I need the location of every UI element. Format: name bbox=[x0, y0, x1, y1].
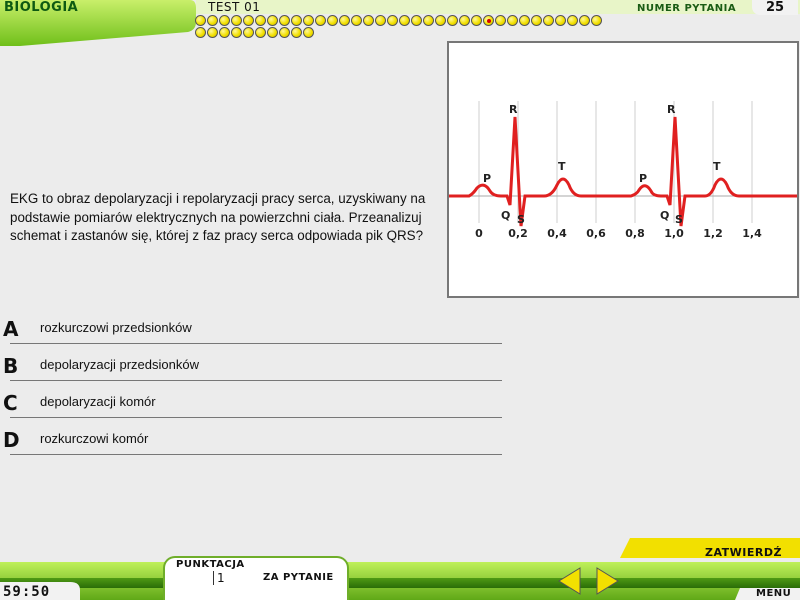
progress-dot[interactable] bbox=[363, 15, 374, 26]
progress-dot[interactable] bbox=[447, 15, 458, 26]
progress-dot[interactable] bbox=[207, 15, 218, 26]
progress-dot[interactable] bbox=[219, 15, 230, 26]
progress-dot[interactable] bbox=[339, 15, 350, 26]
progress-dot[interactable] bbox=[327, 15, 338, 26]
progress-dot[interactable] bbox=[519, 15, 530, 26]
answer-letter-b: B bbox=[3, 354, 19, 378]
score-value: 1 bbox=[213, 571, 225, 585]
ekg-diagram bbox=[449, 43, 797, 296]
bottom-bar-background bbox=[0, 538, 800, 600]
progress-dot[interactable] bbox=[399, 15, 410, 26]
answer-letter-a: A bbox=[3, 317, 19, 341]
wave-label-t1: T bbox=[558, 160, 566, 173]
progress-dot[interactable] bbox=[543, 15, 554, 26]
progress-dot[interactable] bbox=[207, 27, 218, 38]
progress-dot[interactable] bbox=[255, 15, 266, 26]
arrow-left-icon bbox=[556, 566, 582, 596]
answer-text-d: rozkurczowi komór bbox=[40, 431, 149, 446]
wave-label-r2: R bbox=[667, 103, 676, 116]
progress-dot[interactable] bbox=[387, 15, 398, 26]
progress-dot[interactable] bbox=[507, 15, 518, 26]
progress-dot[interactable] bbox=[459, 15, 470, 26]
progress-dot[interactable] bbox=[291, 15, 302, 26]
answer-letter-c: C bbox=[3, 391, 18, 415]
progress-dot[interactable] bbox=[195, 15, 206, 26]
progress-dot[interactable] bbox=[303, 15, 314, 26]
x-tick-label: 0,8 bbox=[625, 227, 645, 240]
answer-text-b: depolaryzacji przedsionków bbox=[40, 357, 199, 372]
answer-text-a: rozkurczowi przedsionków bbox=[40, 320, 192, 335]
x-tick-label: 0,2 bbox=[508, 227, 528, 240]
progress-dot[interactable] bbox=[315, 15, 326, 26]
question-number-label: NUMER PYTANIA bbox=[637, 3, 737, 14]
progress-dot[interactable] bbox=[267, 27, 278, 38]
progress-dot[interactable] bbox=[219, 27, 230, 38]
timer: 59:50 bbox=[3, 584, 51, 600]
wave-label-t2: T bbox=[713, 160, 721, 173]
answer-divider bbox=[10, 454, 502, 455]
x-tick-label: 1,4 bbox=[742, 227, 762, 240]
answer-option-d[interactable] bbox=[0, 424, 505, 461]
wave-label-q2: Q bbox=[660, 209, 670, 222]
x-tick-label: 1,2 bbox=[703, 227, 723, 240]
progress-dot[interactable] bbox=[243, 15, 254, 26]
ekg-figure bbox=[447, 41, 799, 298]
menu-button[interactable]: MENU bbox=[756, 588, 792, 599]
subject-title: BIOLOGIA bbox=[4, 0, 79, 15]
question-text: EKG to obraz depolaryzacji i repolaryzacji pracy serca, uzyskiwany na podstawie pomiarów elektrycznych na powierzchni ciała. Przeanalizuj schemat i zastanów się, której z faz pracy serca odpowiada pik QRS? bbox=[10, 191, 426, 243]
x-tick-label: 0 bbox=[475, 227, 483, 240]
progress-dot[interactable] bbox=[291, 27, 302, 38]
progress-dot[interactable] bbox=[579, 15, 590, 26]
x-tick-label: 1,0 bbox=[664, 227, 684, 240]
test-label: TEST 01 bbox=[208, 0, 261, 14]
answer-option-b[interactable] bbox=[0, 350, 505, 387]
progress-dot[interactable] bbox=[495, 15, 506, 26]
progress-dot[interactable] bbox=[231, 27, 242, 38]
progress-dot[interactable] bbox=[435, 15, 446, 26]
x-tick-label: 0,6 bbox=[586, 227, 606, 240]
wave-label-s2: S bbox=[675, 213, 683, 226]
progress-dot[interactable] bbox=[567, 15, 578, 26]
progress-dot[interactable] bbox=[243, 27, 254, 38]
answer-option-c[interactable] bbox=[0, 387, 505, 424]
wave-label-p1: P bbox=[483, 172, 492, 185]
answer-divider bbox=[10, 343, 502, 344]
progress-dot[interactable] bbox=[351, 15, 362, 26]
progress-dot[interactable] bbox=[195, 27, 206, 38]
progress-dot-current[interactable] bbox=[483, 15, 494, 26]
progress-dot[interactable] bbox=[255, 27, 266, 38]
arrow-right-icon bbox=[595, 566, 621, 596]
score-label: PUNKTACJA bbox=[176, 559, 245, 570]
wave-label-r1: R bbox=[509, 103, 518, 116]
answer-divider bbox=[10, 380, 502, 381]
progress-dot[interactable] bbox=[591, 15, 602, 26]
bottom-bar bbox=[0, 538, 800, 600]
wave-label-s1: S bbox=[517, 213, 525, 226]
progress-dot[interactable] bbox=[411, 15, 422, 26]
progress-dot[interactable] bbox=[267, 15, 278, 26]
progress-dot[interactable] bbox=[471, 15, 482, 26]
score-panel bbox=[163, 556, 349, 600]
previous-question-button[interactable] bbox=[556, 566, 582, 596]
question-number: 25 bbox=[752, 0, 798, 15]
progress-dot[interactable] bbox=[279, 27, 290, 38]
progress-dot[interactable] bbox=[279, 15, 290, 26]
progress-dot[interactable] bbox=[531, 15, 542, 26]
answer-divider bbox=[10, 417, 502, 418]
progress-dot[interactable] bbox=[231, 15, 242, 26]
answer-letter-d: D bbox=[3, 428, 20, 452]
wave-label-p2: P bbox=[639, 172, 648, 185]
submit-button[interactable]: ZATWIERDŹ bbox=[705, 546, 782, 559]
answer-option-a[interactable] bbox=[0, 313, 505, 350]
progress-dot[interactable] bbox=[423, 15, 434, 26]
wave-label-q1: Q bbox=[501, 209, 511, 222]
score-unit: ZA PYTANIE bbox=[263, 572, 334, 583]
x-tick-label: 0,4 bbox=[547, 227, 567, 240]
progress-dot[interactable] bbox=[375, 15, 386, 26]
progress-dot[interactable] bbox=[555, 15, 566, 26]
answer-text-c: depolaryzacji komór bbox=[40, 394, 156, 409]
progress-dot[interactable] bbox=[303, 27, 314, 38]
next-question-button[interactable] bbox=[595, 566, 621, 596]
